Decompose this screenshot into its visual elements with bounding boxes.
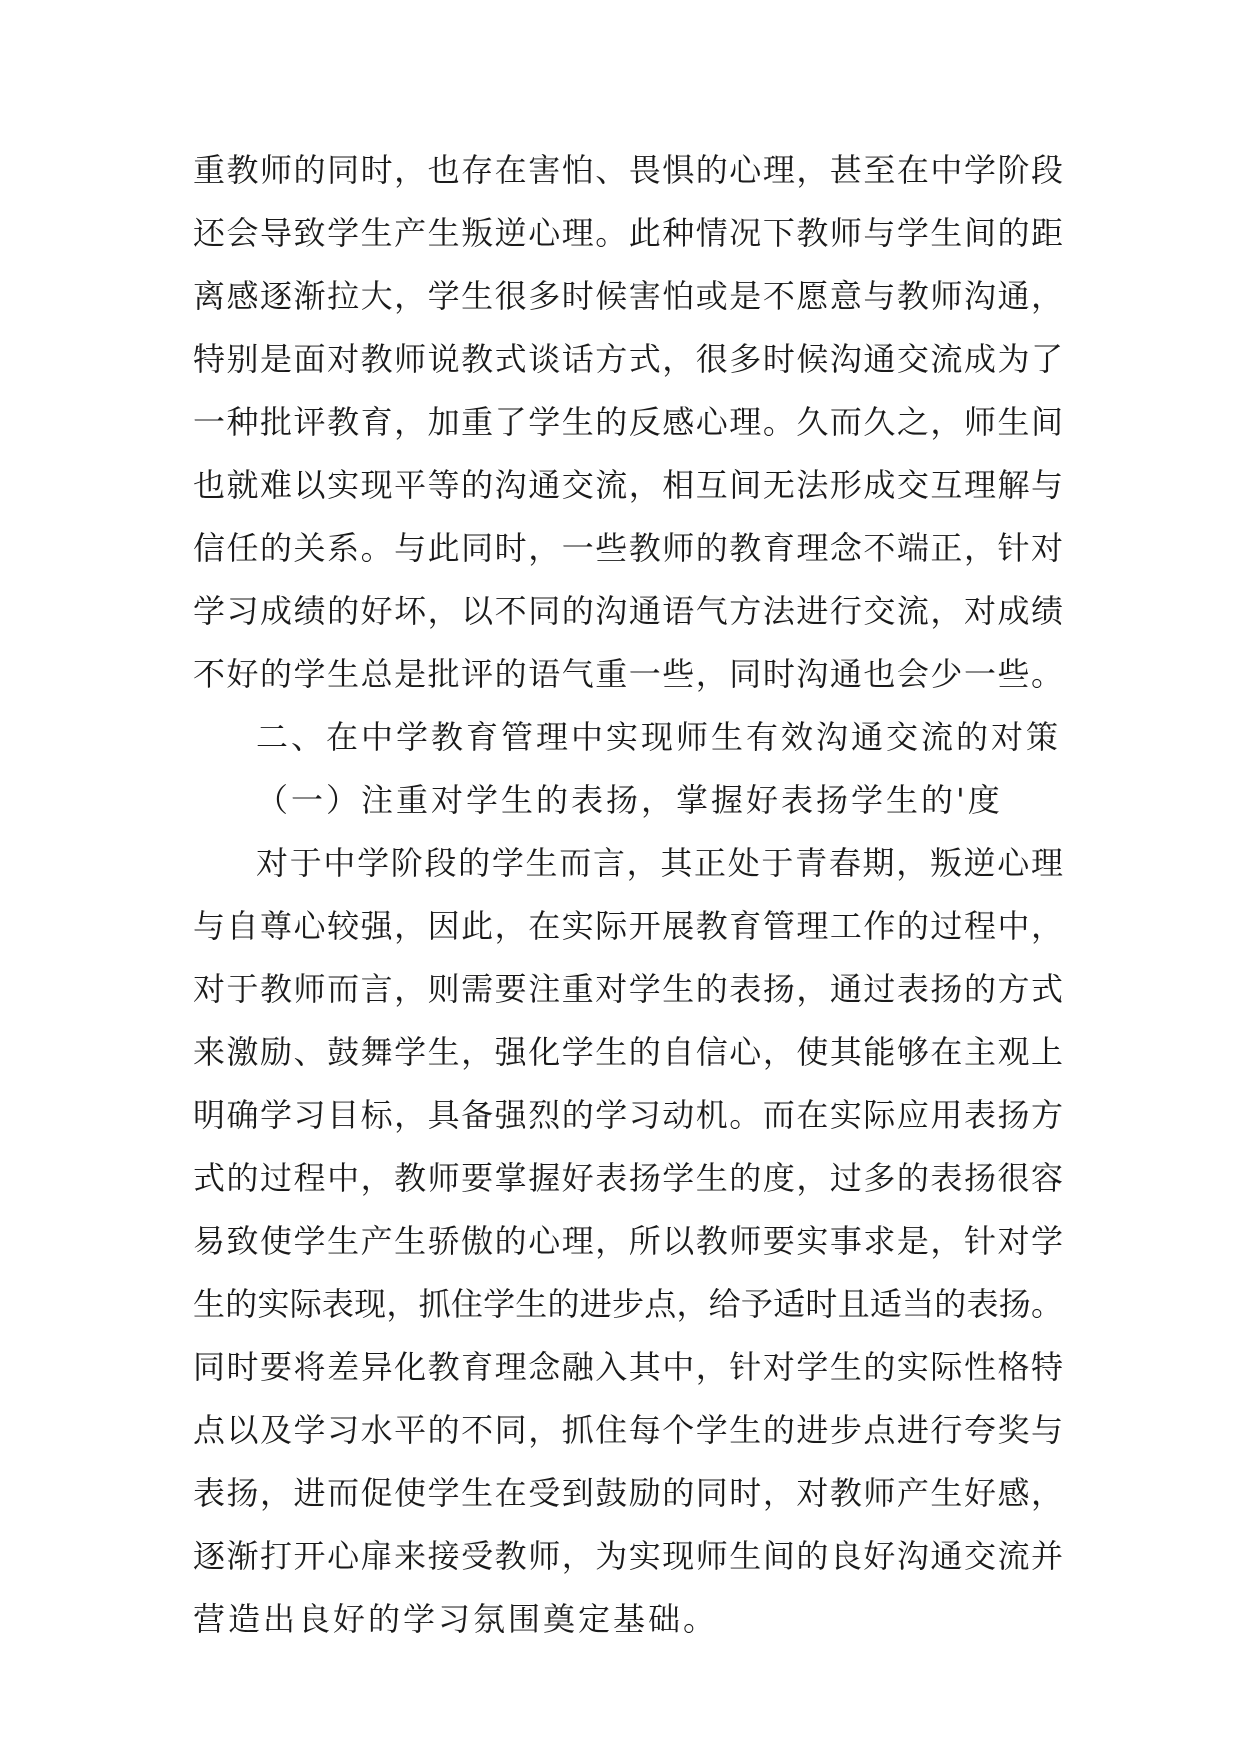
body-text-line: 生的实际表现，抓住学生的进步点，给予适时且适当的表扬。	[193, 1285, 1063, 1323]
body-text-line: 学习成绩的好坏，以不同的沟通语气方法进行交流，对成绩	[193, 592, 1063, 630]
body-text-line: 不好的学生总是批评的语气重一些，同时沟通也会少一些。	[193, 655, 1063, 693]
section-heading: 二、在中学教育管理中实现师生有效沟通交流的对策	[256, 718, 1062, 756]
body-text-line: 逐渐打开心扉来接受教师，为实现师生间的良好沟通交流并	[193, 1537, 1063, 1575]
body-text-line: 一种批评教育，加重了学生的反感心理。久而久之，师生间	[193, 403, 1063, 441]
body-text-line: 还会导致学生产生叛逆心理。此种情况下教师与学生间的距	[193, 214, 1063, 252]
body-text-line: 易致使学生产生骄傲的心理，所以教师要实事求是，针对学	[193, 1222, 1063, 1260]
body-text-line: 表扬，进而促使学生在受到鼓励的同时，对教师产生好感，	[193, 1474, 1063, 1512]
body-text-line: 离感逐渐拉大，学生很多时候害怕或是不愿意与教师沟通，	[193, 277, 1063, 315]
body-text-line: 式的过程中，教师要掌握好表扬学生的度，过多的表扬很容	[193, 1159, 1063, 1197]
body-text-line: 也就难以实现平等的沟通交流，相互间无法形成交互理解与	[193, 466, 1063, 504]
body-text-line: 对于教师而言，则需要注重对学生的表扬，通过表扬的方式	[193, 970, 1063, 1008]
body-text-line: 信任的关系。与此同时，一些教师的教育理念不端正，针对	[193, 529, 1063, 567]
body-text-line: 对于中学阶段的学生而言，其正处于青春期，叛逆心理	[256, 844, 1063, 882]
body-text-line: 与自尊心较强，因此，在实际开展教育管理工作的过程中，	[193, 907, 1063, 945]
body-text-line: 营造出良好的学习氛围奠定基础。	[193, 1600, 719, 1638]
body-text-line: 特别是面对教师说教式谈话方式，很多时候沟通交流成为了	[193, 340, 1063, 378]
body-text-line: 重教师的同时，也存在害怕、畏惧的心理，甚至在中学阶段	[193, 151, 1063, 189]
body-text-line: 同时要将差异化教育理念融入其中，针对学生的实际性格特	[193, 1348, 1063, 1386]
body-text-line: 点以及学习水平的不同，抓住每个学生的进步点进行夸奖与	[193, 1411, 1063, 1449]
subsection-heading: （一）注重对学生的表扬，掌握好表扬学生的'度	[256, 781, 1003, 819]
body-text-line: 明确学习目标，具备强烈的学习动机。而在实际应用表扬方	[193, 1096, 1063, 1134]
body-text-line: 来激励、鼓舞学生，强化学生的自信心，使其能够在主观上	[193, 1033, 1063, 1071]
